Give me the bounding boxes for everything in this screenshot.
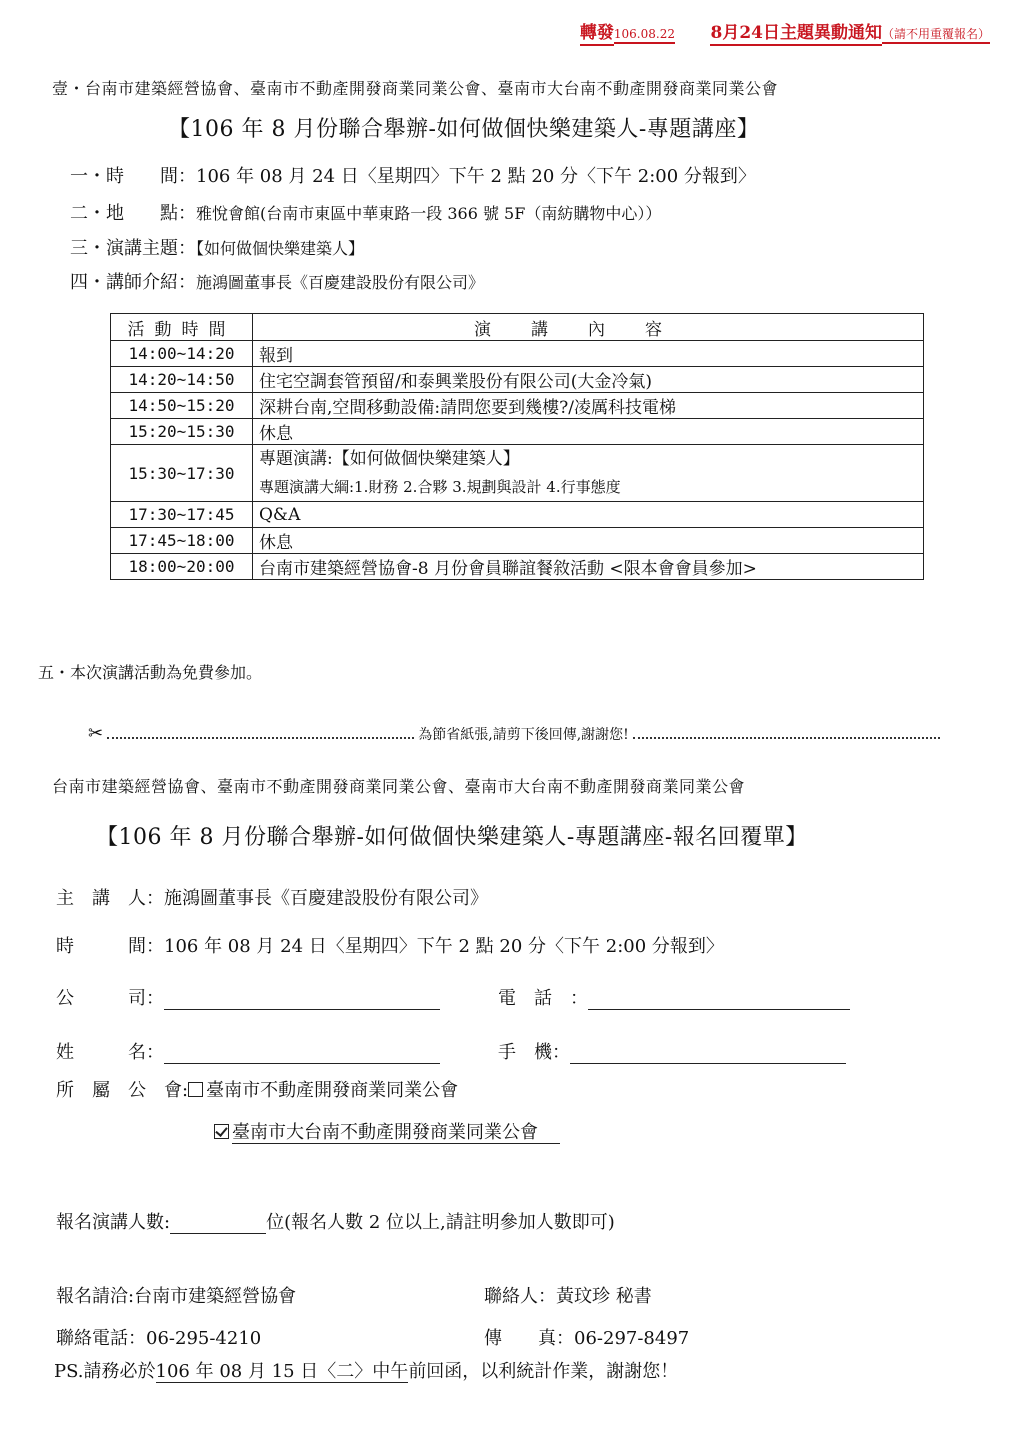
association-option1-checkbox[interactable] [188, 1082, 203, 1097]
mobile-field[interactable] [570, 1043, 846, 1064]
event-place-label: 二・地 點： [70, 203, 196, 224]
reply-organizers: 台南市建築經營協會、臺南市不動產開發商業同業公會、臺南市大台南不動產開發商業同業公會 [52, 777, 746, 796]
schedule-time: 15:20~15:30 [111, 419, 253, 445]
event-speaker-label: 四・講師介紹： [70, 272, 196, 293]
association-label: 所 屬 公 會: [56, 1080, 189, 1101]
table-row [111, 419, 924, 445]
reply-speaker [56, 884, 488, 910]
ps-suffix: 前回函，以利統計作業，謝謝您！ [408, 1361, 679, 1382]
cut-dots [633, 729, 940, 739]
event-speaker-value: 施鴻圖董事長《百慶建設股份有限公司》 [196, 273, 485, 292]
schedule-content: 報到 [253, 341, 924, 367]
schedule-content: 住宅空調套管預留/和泰興業股份有限公司(大金冷氣) [253, 367, 924, 393]
attendee-count-field[interactable] [170, 1213, 266, 1234]
free-admission-note: 五・本次演講活動為免費參加。 [38, 663, 263, 682]
schedule-main-talk: 專題演講:【如何做個快樂建築人】 [259, 449, 520, 469]
schedule-time: 18:00~20:00 [111, 554, 253, 580]
cut-line [88, 723, 944, 744]
phone-field[interactable] [588, 989, 850, 1010]
association-option2-label: 臺南市大台南不動產開發商業同業公會 [232, 1122, 560, 1144]
event-topic-label: 三・演講主題： [70, 238, 196, 259]
table-row [111, 502, 924, 528]
association-row [56, 1076, 458, 1102]
schedule-time: 14:00~14:20 [111, 341, 253, 367]
ps-note [54, 1357, 678, 1383]
schedule-content: 休息 [253, 528, 924, 554]
schedule-time: 14:50~15:20 [111, 393, 253, 419]
attendee-count-label: 報名演講人數: [56, 1212, 171, 1233]
cut-line-text: 為節省紙張,請剪下後回傳,謝謝您! [418, 726, 629, 743]
phone-label: 電 話 ： [498, 988, 588, 1009]
scissors-icon: ✂ [88, 723, 104, 744]
event-place [70, 199, 661, 225]
ps-prefix: PS.請務必於 [54, 1361, 156, 1382]
contact-org: 報名請洽:台南市建築經營協會 [56, 1286, 297, 1307]
contact-person: 聯絡人：黃玟珍 秘書 [484, 1286, 652, 1307]
table-row [111, 393, 924, 419]
company-label: 公 司： [56, 988, 164, 1009]
name-label: 姓 名： [56, 1042, 164, 1063]
schedule-time: 17:30~17:45 [111, 502, 253, 528]
organizers: 壹・台南市建築經營協會、臺南市不動產開發商業同業公會、臺南市大台南不動產開發商業同業公會 [52, 79, 779, 98]
event-place-value: 雅悅會館(台南市東區中華東路一段 366 號 5F（南紡購物中心）） [196, 204, 662, 223]
schedule-header-row [111, 314, 924, 341]
schedule-time: 17:45~18:00 [111, 528, 253, 554]
contact-fax: 傳 真：06-297-8497 [484, 1328, 690, 1349]
change-notice [580, 18, 990, 43]
association-option2-checkbox[interactable] [214, 1124, 229, 1139]
contact-phone: 聯絡電話：06-295-4210 [56, 1328, 262, 1349]
cut-dots [107, 729, 414, 739]
table-row [111, 528, 924, 554]
table-row [111, 554, 924, 580]
schedule-content: 休息 [253, 419, 924, 445]
event-speaker [70, 268, 484, 294]
mobile-row [498, 1038, 846, 1064]
schedule-table [110, 313, 924, 580]
schedule-content: 深耕台南,空間移動設備:請問您要到幾樓?/凌厲科技電梯 [253, 393, 924, 419]
attendee-count-row [56, 1208, 615, 1234]
ps-deadline: 106 年 08 月 15 日〈二〉中午 [155, 1361, 409, 1382]
company-field[interactable] [164, 989, 440, 1010]
reply-time-label: 時 間： [56, 936, 164, 957]
reply-time-value: 106 年 08 月 24 日〈星期四〉下午 2 點 20 分〈下午 2:00 分報到〉 [164, 936, 724, 957]
event-title: 【106 年 8 月份聯合舉辦-如何做個快樂建築人-專題講座】 [168, 117, 760, 142]
schedule-content: 台南市建築經營協會-8 月份會員聯誼餐敘活動 <限本會會員參加> [253, 554, 924, 580]
name-row [56, 1038, 440, 1064]
schedule-header-content: 演講內容 [253, 314, 924, 341]
reply-speaker-label: 主 講 人： [56, 888, 164, 909]
association-option1-label: 臺南市不動產開發商業同業公會 [206, 1080, 459, 1101]
event-time [70, 162, 756, 188]
association-option2-row [214, 1118, 560, 1144]
reply-title: 【106 年 8 月份聯合舉辦-如何做個快樂建築人-專題講座-報名回覆單】 [96, 825, 808, 850]
reply-speaker-value: 施鴻圖董事長《百慶建設股份有限公司》 [164, 888, 488, 909]
schedule-time: 14:20~14:50 [111, 367, 253, 393]
company-row [56, 984, 440, 1010]
reply-time [56, 932, 724, 958]
table-row [111, 341, 924, 367]
event-topic-value: 【如何做個快樂建築人】 [196, 239, 365, 258]
schedule-content: Q&A [253, 502, 924, 528]
schedule-header-time: 活動時間 [111, 314, 253, 341]
schedule-content [253, 445, 924, 502]
event-time-value: 106 年 08 月 24 日〈星期四〉下午 2 點 20 分〈下午 2:00 分報到〉 [196, 166, 756, 187]
phone-row [498, 984, 850, 1010]
table-row [111, 367, 924, 393]
change-notice-title: 8月24日主題異動通知 [710, 23, 882, 46]
schedule-talk-outline: 專題演講大綱:1.財務 2.合夥 3.規劃與設計 4.行事態度 [259, 478, 621, 496]
forward-date: 106.08.22 [614, 27, 675, 44]
schedule-time: 15:30~17:30 [111, 445, 253, 502]
no-reregister-note: （請不用重覆報名） [882, 27, 990, 44]
forward-label: 轉發 [580, 23, 614, 46]
attendee-count-suffix: 位(報名人數 2 位以上,請註明參加人數即可) [266, 1212, 615, 1233]
mobile-label: 手 機： [498, 1042, 570, 1063]
table-row [111, 445, 924, 502]
name-field[interactable] [164, 1043, 440, 1064]
event-time-label: 一・時 間： [70, 166, 196, 187]
event-topic [70, 234, 364, 260]
